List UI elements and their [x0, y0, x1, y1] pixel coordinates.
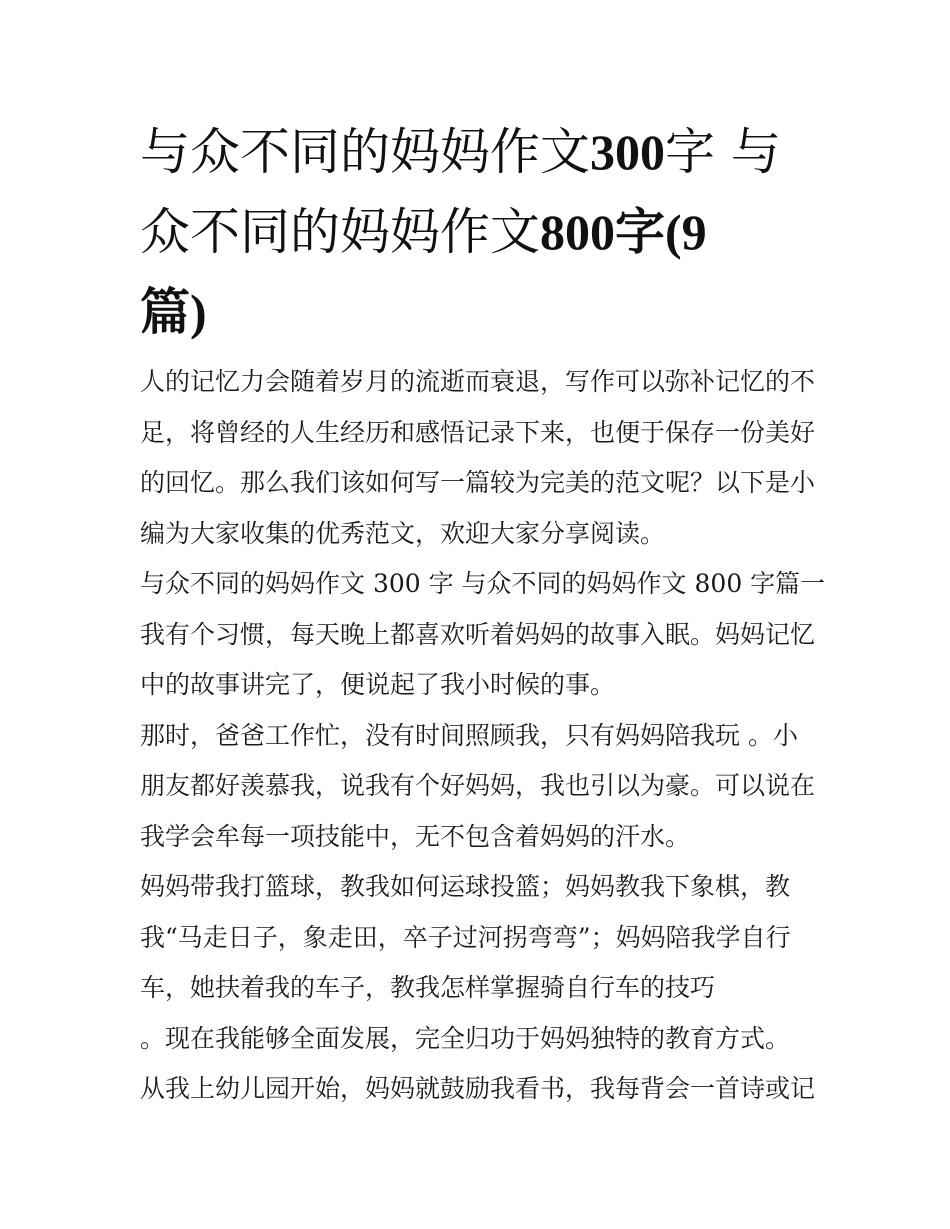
body-line: 从我上幼儿园开始，妈妈就鼓励我看书，我每背会一首诗或记 [140, 1074, 816, 1103]
title-part: 众不同的妈妈作文 [140, 203, 540, 261]
body-line: 中的故事讲完了，便说起了我小时候的事。 [140, 670, 616, 699]
body-line: 朋友都好羡慕我，说我有个好妈妈，我也引以为豪。可以说在 [140, 771, 816, 800]
body-line: 妈妈带我打篮球，教我如何运球投篮；妈妈教我下象棋，教 [140, 872, 791, 901]
section-heading: 与众不同的妈妈作文 300 字 与众不同的妈妈作文 800 字篇一 [140, 569, 826, 598]
body-line: 我有个习惯，每天晚上都喜欢听着妈妈的故事入眠。妈妈记忆 [140, 619, 816, 649]
body-line: 那时，爸爸工作忙，没有时间照顾我，只有妈妈陪我玩 。小 [140, 720, 798, 750]
body-line: 足，将曾经的人生经历和感悟记录下来，也便于保存一份美好 [140, 417, 816, 447]
title-part: 篇) [140, 284, 207, 340]
body-line: 我学会牟每一项技能中，无不包含着妈妈的汗水。 [140, 821, 691, 851]
title-part: 字 与 [665, 123, 781, 181]
body-line: 。现在我能够全面发展，完全归功于妈妈独特的教育方式。 [140, 1023, 791, 1053]
body-line: 车，她扶着我的车子，教我怎样掌握骑自行车的技巧 [140, 973, 716, 1002]
document-title [140, 112, 830, 352]
body-line: 我“马走日子，象走田，卒子过河拐弯弯”；妈妈陪我学自行 [140, 922, 791, 952]
body-line: 编为大家收集的优秀范文，欢迎大家分享阅读。 [140, 518, 666, 548]
document-body [140, 357, 830, 1115]
body-line: 人的记忆力会随着岁月的流逝而衰退，写作可以弥补记忆的不 [140, 367, 816, 396]
title-number: 800 [540, 204, 615, 260]
title-part: 字(9 [615, 204, 707, 260]
title-number: 300 [590, 124, 665, 180]
title-part: 与众不同的妈妈作文 [140, 123, 590, 181]
body-line: 的回忆。那么我们该如何写一篇较为完美的范文呢？以下是小 [140, 468, 816, 497]
